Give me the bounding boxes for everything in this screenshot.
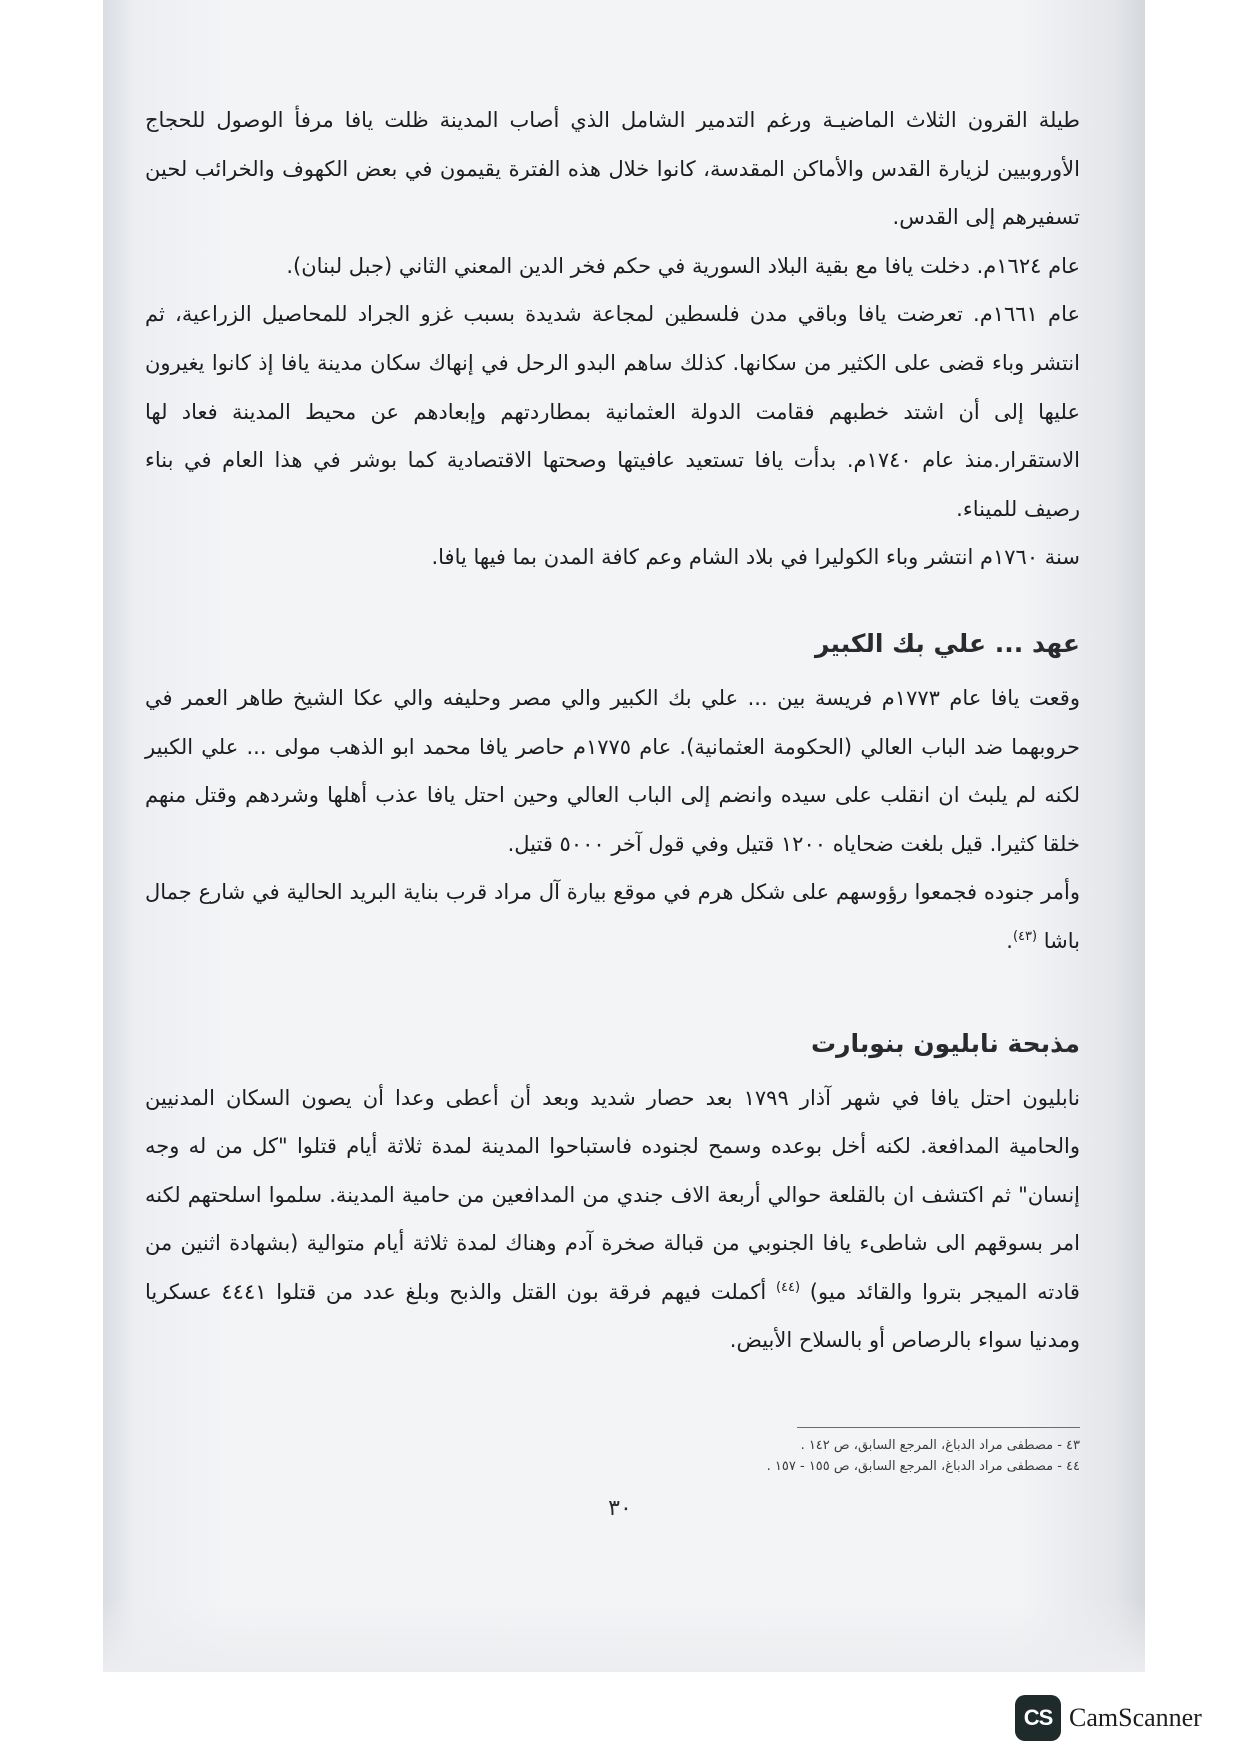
paragraph-text: وأمر جنوده فجمعوا رؤوسهم على شكل هرم في موقع بيارة آل مراد قرب بناية البريد الحالية في شارع جمال باشا <box>145 880 1080 953</box>
paragraph-text: أكملت فيهم فرقة بون القتل والذبح وبلغ عدد من قتلوا ٤٤٤١ عسكريا ومدنيا سواء بالرصاص أو بالسلاح الأبيض. <box>145 1279 1080 1353</box>
paragraph: سنة ١٧٦٠م انتشر وباء الكوليرا في بلاد الشام وعم كافة المدن بما فيها يافا. <box>431 545 1080 570</box>
footnotes <box>620 1435 1080 1477</box>
paragraph-text: نابليون احتل يافا في شهر آذار ١٧٩٩ بعد حصار شديد وبعد أن أعطى وعدا أن يصون السكان المدنيين والحامية المدافعة. لكنه أخل بوعده وسمح لجنوده فاستباحوا المدينة لمدة ثلاثة أيام قتلوا "كل من له وجه إنسان" ثم اكتشف ان بالقلعة حوالي أربعة الاف جندي من المدافعين من حامية المدينة. سلموا اسلحتهم لكنه امر بسوقهم الى شاطىء يافا الجنوبي من قبالة صخرة آدم وهناك لمدة ثلاثة أيام متوالية (بشهادة اثنين من قادته الميجر بتروا والقائد ميو) <box>145 1085 1080 1304</box>
paragraph: طيلة القرون الثلاث الماضيـة ورغم التدمير الشامل الذي أصاب المدينة ظلت يافا مرفأ الوصول للحجاج الأوروبيين لزيارة القدس والأماكن المقدسة، كانوا خلال هذه الفترة يقيمون في بعض الكهوف والخرائب لحين تسفيرهم إلى القدس. <box>145 108 1080 230</box>
footnote-reference: (٤٣) <box>1012 928 1038 944</box>
page-number: ٣٠ <box>608 1496 632 1521</box>
footnote-divider <box>797 1427 1080 1428</box>
paragraph: وأمر جنوده فجمعوا رؤوسهم على شكل هرم في موقع بيارة آل مراد قرب بناية البريد الحالية في شارع جمال باشا $^{(٤٣)}$. <box>145 880 1080 953</box>
camscanner-logo-icon: CS <box>1015 1695 1061 1741</box>
paragraph: عام ١٦٢٤م. دخلت يافا مع بقية البلاد السورية في حكم فخر الدين المعني الثاني (جبل لبنان). <box>286 253 1080 278</box>
footnote-reference: (٤٤) <box>775 1279 801 1295</box>
section-heading-ali-bey: عهد ... علي بك الكبير <box>814 628 1080 658</box>
camscanner-name: CamScanner <box>1069 1703 1202 1732</box>
paragraph: وقعت يافا عام ١٧٧٣م فريسة بين ... علي بك الكبير والي مصر وحليفه والي عكا الشيخ طاهر العمر في حروبهما ضد الباب العالي (الحكومة العثمانية). عام ١٧٧٥م حاصر يافا محمد ابو الذهب مولى ... علي الكبير لكنه لم يلبث ان انقلب على سيده وانضم إلى الباب العالي وحين احتل يافا عذب أهلها وشردهم وقتل منهم خلقا كثيرا. قيل بلغت ضحاياه ١٢٠٠ قتيل وفي قول آخر ٥٠٠٠ قتيل. <box>145 685 1081 856</box>
paragraph <box>145 1074 1080 1366</box>
footnote: ٤٤ - مصطفى مراد الدباغ، المرجع السابق، ص ١٥٥ - ١٥٧ . <box>766 1459 1080 1474</box>
footnote: ٤٣ - مصطفى مراد الدباغ، المرجع السابق، ص ١٤٢ . <box>800 1438 1080 1453</box>
section-heading-napoleon: مذبحة نابليون بنوبارت <box>810 1028 1080 1058</box>
scan-margin <box>0 0 103 1672</box>
page-body <box>145 96 1080 1365</box>
paragraph: عام ١٦٦١م. تعرضت يافا وباقي مدن فلسطين لمجاعة شديدة بسبب غزو الجراد للمحاصيل الزراعية، ثم انتشر وباء قضى على الكثير من سكانها. كذلك ساهم البدو الرحل في إنهاك سكان مدينة يافا إذ كانوا يغيرون عليها إلى أن اشتد خطبهم فقامت الدولة العثمانية بمطاردتهم وإبعادهم عن محيط المدينة فعاد لها الاستقرار.منذ عام ١٧٤٠م. بدأت يافا تستعيد عافيتها وصحتها الاقتصادية كما بوشر في هذا العام في بناء رصيف للميناء. <box>145 302 1081 521</box>
page-bottom-shade <box>103 1600 1145 1672</box>
camscanner-watermark <box>1015 1694 1202 1742</box>
